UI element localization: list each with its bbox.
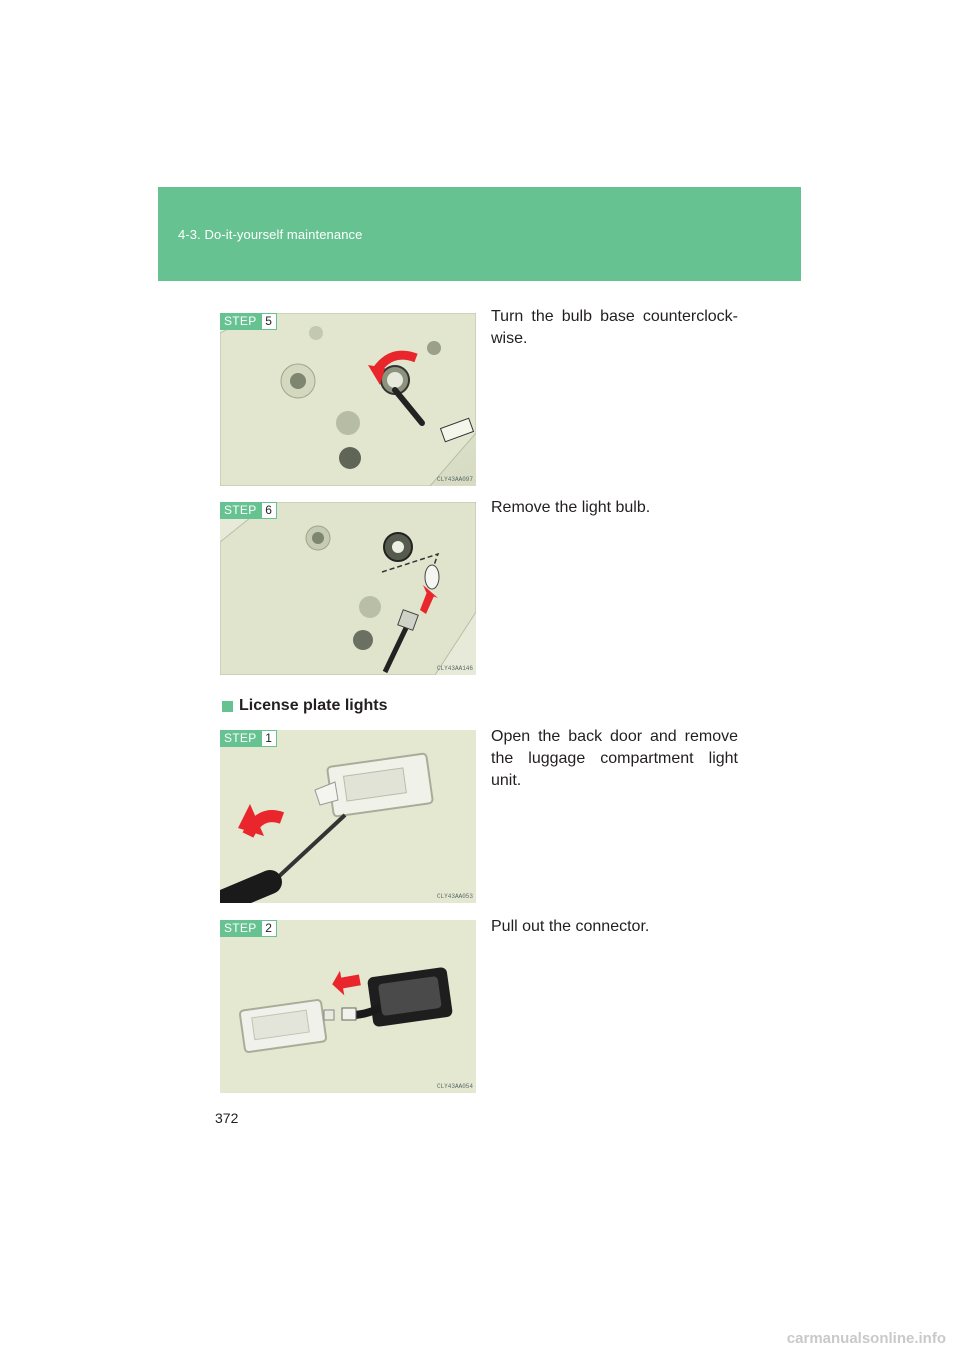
bulb-socket-rotate-illustration (220, 313, 476, 486)
image-code: CLY43AA097 (436, 476, 473, 483)
section-header-band (158, 187, 801, 281)
section-title: 4-3. Do-it-yourself maintenance (178, 227, 363, 242)
step-2-text: Pull out the connector. (491, 918, 650, 935)
watermark: carmanualsonline.info (786, 1330, 946, 1347)
remove-light-unit-illustration (220, 730, 476, 903)
pull-connector-illustration (220, 920, 476, 1093)
step-1-illustration (220, 730, 476, 903)
bulb-removal-illustration (220, 502, 476, 675)
bullet-square-icon (222, 701, 233, 712)
step-6-illustration (220, 502, 476, 675)
step-badge: STEP 1 (220, 730, 277, 747)
step-5-text: Turn the bulb base counterclock-wise. (491, 308, 738, 347)
step-5-illustration (220, 313, 476, 486)
step-2-illustration (220, 920, 476, 1093)
image-code: CLY43AA146 (436, 665, 473, 672)
image-code: CLY43AA054 (436, 1083, 473, 1090)
step-1-text: Open the back door and remove the luggage compartment light unit. (491, 728, 738, 789)
section-heading: License plate lights (222, 697, 387, 715)
step-badge: STEP 2 (220, 920, 277, 937)
page-number: 372 (215, 1110, 239, 1126)
step-6-text: Remove the light bulb. (491, 499, 651, 516)
step-badge: STEP 5 (220, 313, 277, 330)
step-badge: STEP 6 (220, 502, 277, 519)
image-code: CLY43AA053 (436, 893, 473, 900)
